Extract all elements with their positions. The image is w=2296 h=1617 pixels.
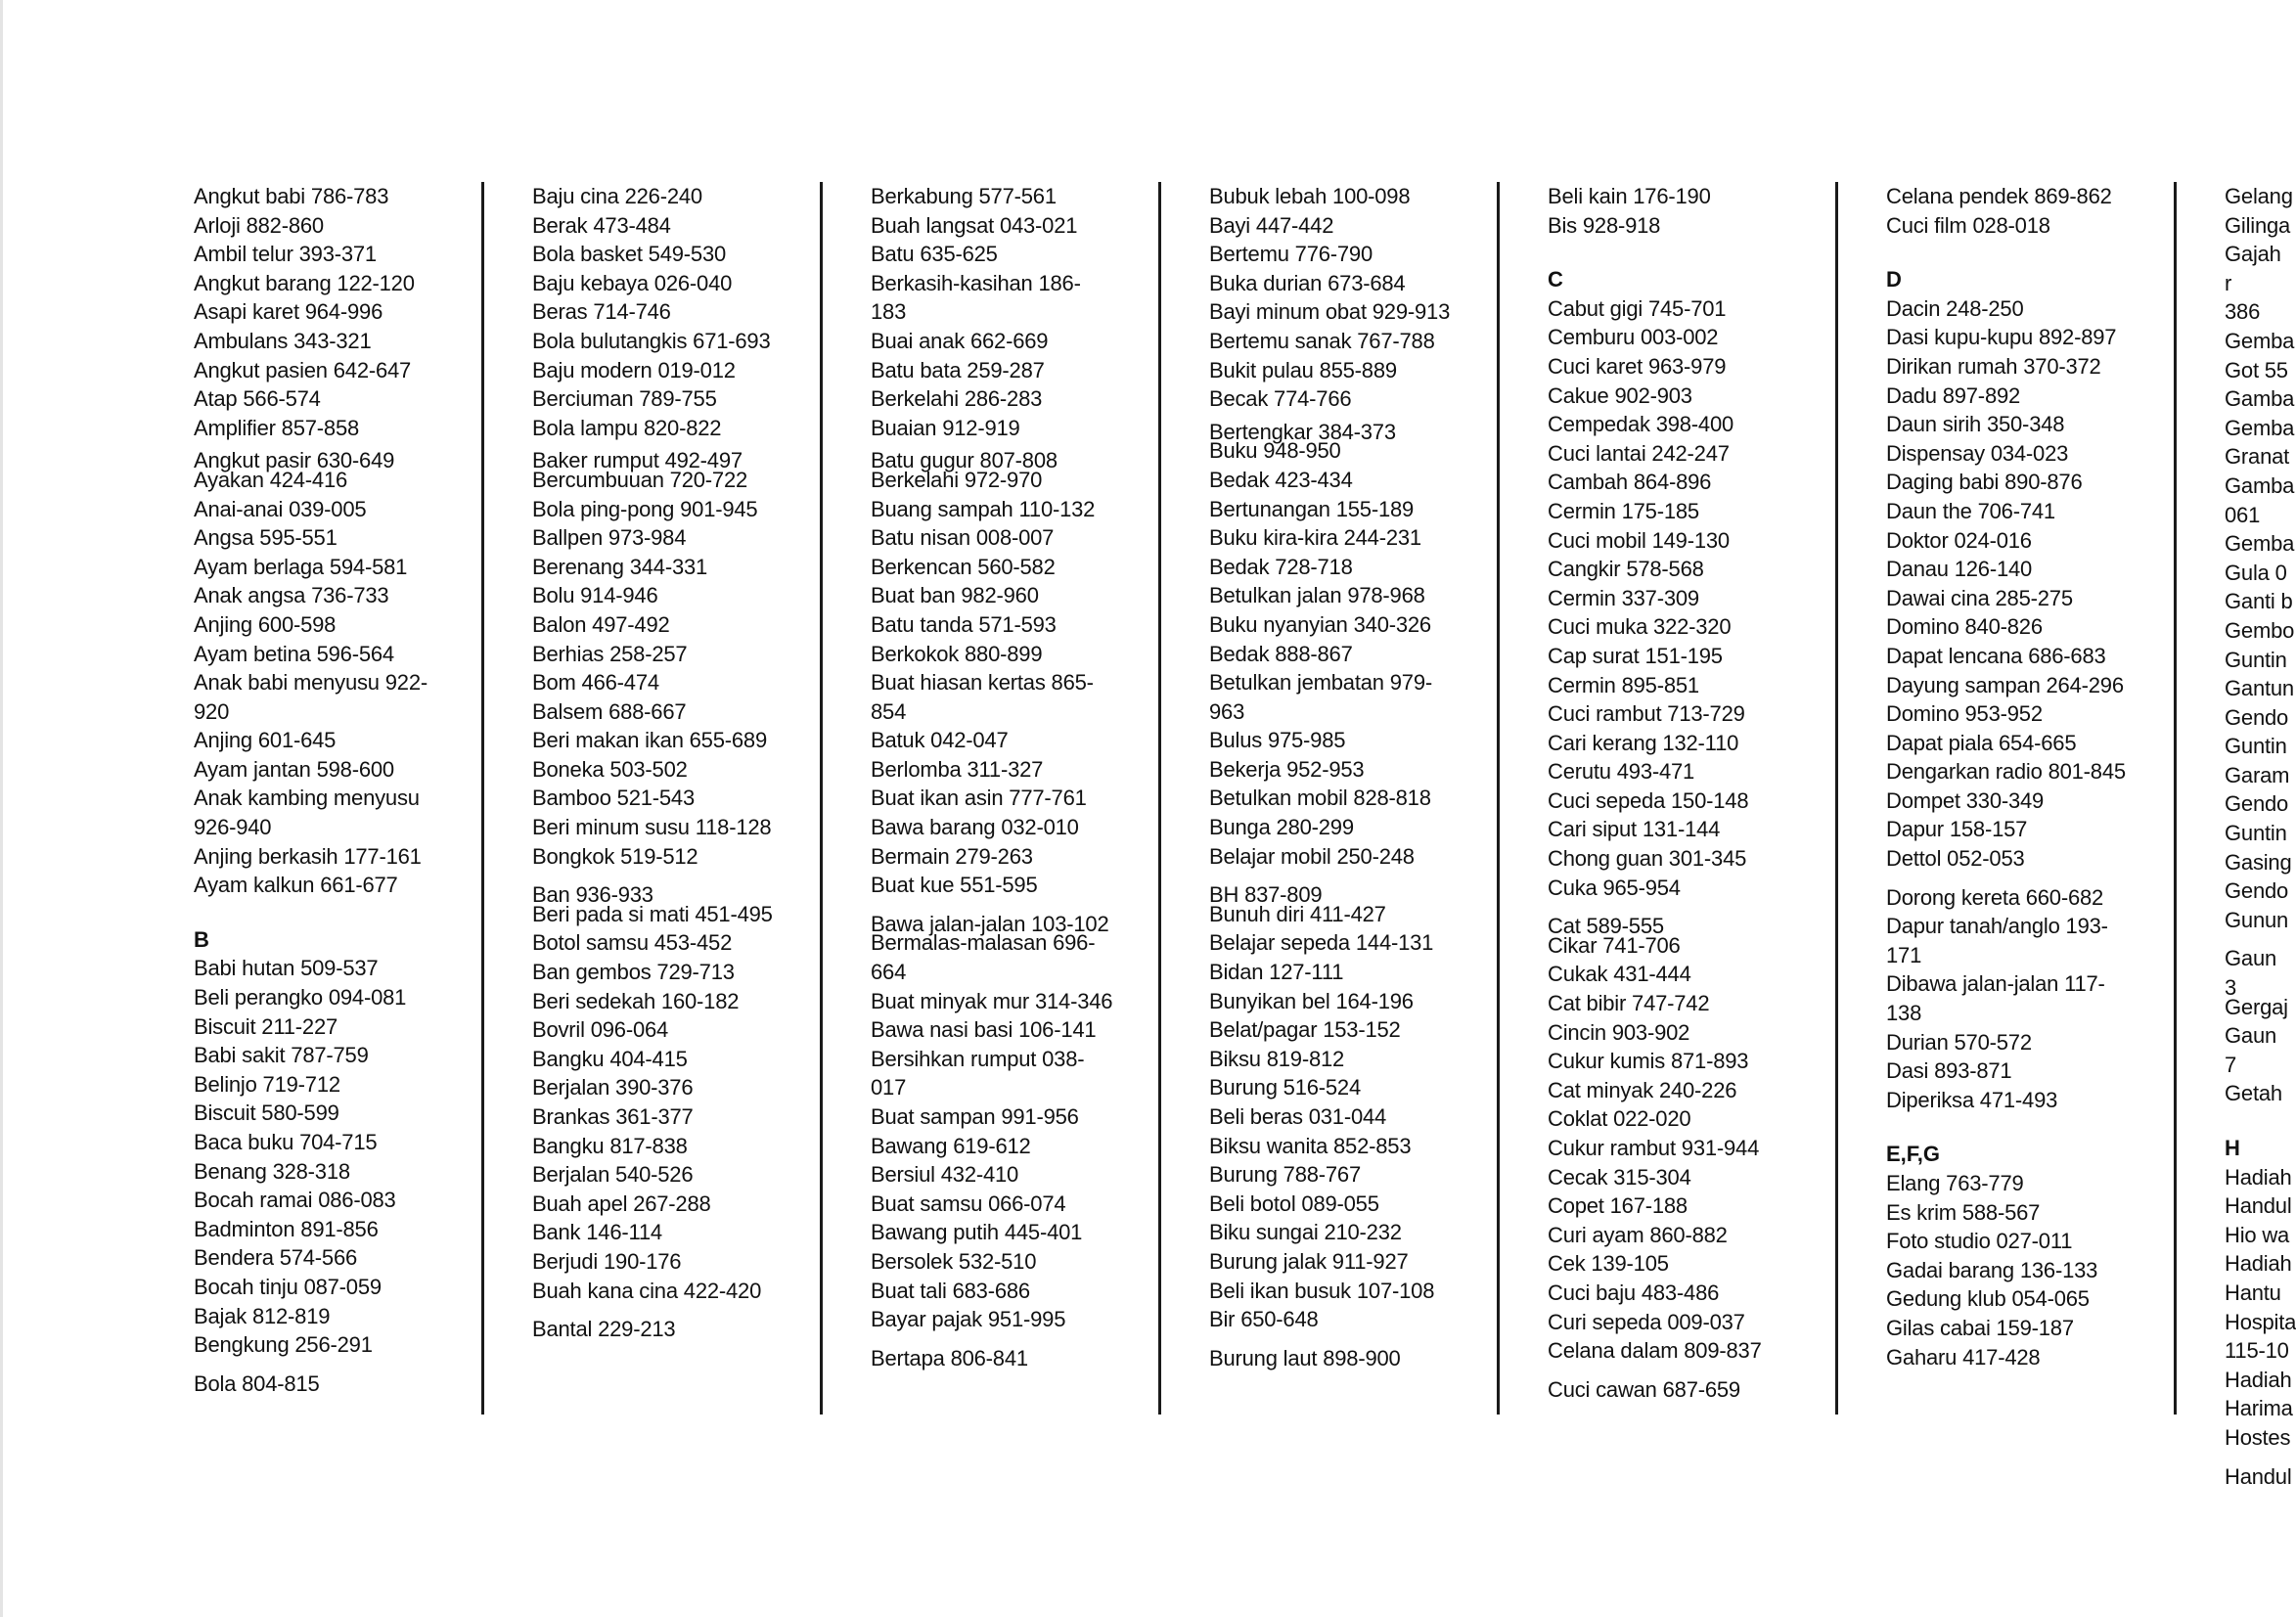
index-entry: Anak kambing menyusu 926-940 [194,786,420,840]
index-entry: Cat minyak 240-226 [1548,1077,1737,1102]
index-column-2 [532,182,777,1415]
index-entry: Gemba [2225,531,2295,557]
index-entry: Guntin [2225,821,2287,846]
index-entry: Ayam berlaga 594-581 [194,554,408,579]
index-entry: Daun sirih 350-348 [1886,412,2065,437]
index-entry: Atap 566-574 [194,386,321,412]
index-entry: Gadai barang 136-133 [1886,1257,2098,1282]
index-entry: Gula 0 [2225,560,2287,585]
index-entry: Dapat piala 654-665 [1886,730,2077,755]
index-entry: Angkut babi 786-783 [194,184,389,208]
index-entry: Cuci karet 963-979 [1548,353,1727,379]
index-entry: Cabut gigi 745-701 [1548,295,1727,321]
index-entry: Babi sakit 787-759 [194,1043,369,1068]
index-entry: Berlomba 311-327 [871,756,1044,782]
index-entry: Angkut pasien 642-647 [194,357,412,382]
column-divider [481,182,484,1415]
index-entry: 386 [2225,299,2261,325]
index-entry: Buka durian 673-684 [1209,270,1406,295]
index-entry: Cuci lantai 242-247 [1548,440,1730,466]
index-entry: Bersihkan rumput 038-017 [871,1046,1085,1100]
section-letter-heading: B [194,926,209,952]
index-entry: Granat [2225,444,2290,470]
index-entry: Berkasih-kasihan 186-183 [871,270,1081,325]
index-entry: Cari siput 131-144 [1548,817,1721,842]
index-entry: Babi hutan 509-537 [194,956,379,981]
index-entry: Bola lampu 820-822 [532,415,722,440]
column-divider [820,182,823,1415]
index-entry: Beri makan ikan 655-689 [532,728,767,753]
index-entry: Bis 928-918 [1548,212,1661,238]
index-entry: Buat sampan 991-956 [871,1104,1079,1129]
index-entry: Cangkir 578-568 [1548,557,1704,582]
index-entry: 115-10 [2225,1338,2289,1364]
index-entry: Beli perangko 094-081 [194,985,407,1011]
index-entry: 061 [2225,502,2261,527]
index-entry: Elang 763-779 [1886,1171,2024,1195]
index-entry: Handul [2225,1463,2292,1489]
index-entry: Beli kain 176-190 [1548,184,1711,208]
index-entry: Botol samsu 453-452 [532,930,733,956]
index-entry: Betulkan jembatan 979-963 [1209,670,1432,724]
index-entry: Berjudi 190-176 [532,1248,682,1274]
index-entry: Bolu 914-946 [532,583,658,608]
index-entry: Bola basket 549-530 [532,242,727,267]
index-entry: Anjing 600-598 [194,611,337,637]
index-entry: Beras 714-746 [532,299,671,325]
index-entry: Harima [2225,1396,2293,1421]
index-entry: Dasi 893-871 [1886,1058,2012,1084]
index-entry: Buat hiasan kertas 865-854 [871,670,1094,724]
index-entry: Anjing 601-645 [194,728,337,753]
index-entry: Betulkan jalan 978-968 [1209,583,1425,608]
column-divider [1497,182,1500,1415]
index-entry: Biscuit 211-227 [194,1013,338,1039]
index-entry: Gelang [2225,184,2293,208]
index-entry: Bawang 619-612 [871,1133,1031,1158]
index-entry: Curi sepeda 009-037 [1548,1309,1745,1334]
index-entry: Buat minyak mur 314-346 [871,988,1113,1013]
index-entry: Cuci cawan 687-659 [1548,1376,1740,1402]
index-entry: Bertengkar 384-373 [1209,419,1396,444]
index-entry: Beli ikan busuk 107-108 [1209,1278,1435,1303]
index-entry: Gendo [2225,878,2289,904]
index-entry: Asapi karet 964-996 [194,299,383,325]
index-entry: Buang sampah 110-132 [871,496,1096,521]
index-entry: Berkelahi 972-970 [871,467,1043,492]
index-entry: Danau 126-140 [1886,557,2033,582]
index-entry: Gilas cabai 159-187 [1886,1315,2074,1340]
index-entry: Hantu [2225,1280,2281,1305]
section-letter-heading: E,F,G [1886,1142,1941,1167]
index-entry: Ambil telur 393-371 [194,242,377,267]
index-entry: Baju modern 019-012 [532,357,736,382]
index-entry: Cuci muka 322-320 [1548,614,1732,640]
index-entry: Cap surat 151-195 [1548,643,1723,668]
index-entry: Anak babi menyusu 922-920 [194,670,428,724]
index-entry: Cuci baju 483-486 [1548,1280,1720,1305]
index-entry: Getah [2225,1081,2282,1106]
index-entry: Gamba [2225,472,2295,498]
index-entry: Bertunangan 155-189 [1209,496,1415,521]
index-entry: Got 55 [2225,357,2288,382]
section-letter-heading: C [1548,267,1563,292]
index-entry: Beri pada si mati 451-495 [532,901,773,926]
index-entry: Durian 570-572 [1886,1029,2032,1055]
index-entry: Daun the 706-741 [1886,498,2055,523]
index-entry: Gaun 3 [2225,946,2277,1001]
index-entry: Cikar 741-706 [1548,932,1681,958]
index-entry: Buat ikan asin 777-761 [871,786,1087,811]
index-entry: Hadiah [2225,1164,2292,1190]
index-entry: Batu nisan 008-007 [871,525,1055,551]
index-entry: Bawa nasi basi 106-141 [871,1017,1097,1043]
index-entry: Bedak 728-718 [1209,554,1353,579]
index-entry: Dispensay 034-023 [1886,440,2069,466]
index-entry: Burung jalak 911-927 [1209,1248,1409,1274]
index-entry: Burung laut 898-900 [1209,1345,1401,1370]
index-entry: Cerutu 493-471 [1548,759,1695,785]
index-column-6 [1886,182,2131,1415]
index-entry: Domino 840-826 [1886,614,2043,640]
index-entry: Batu tanda 571-593 [871,611,1057,637]
index-entry: Dapur 158-157 [1886,817,2028,842]
index-entry: Bangku 817-838 [532,1133,688,1158]
index-entry: Berciuman 789-755 [532,386,717,412]
index-entry: Bawa jalan-jalan 103-102 [871,911,1109,936]
index-column-7-cut [2225,182,2296,1489]
index-entry: Balsem 688-667 [532,698,687,724]
index-entry: Bir 650-648 [1209,1307,1319,1332]
index-entry: Gergaj [2225,994,2288,1019]
index-entry: Bendera 574-566 [194,1245,358,1271]
index-entry: Dasi kupu-kupu 892-897 [1886,325,2117,350]
index-entry: Dapat lencana 686-683 [1886,643,2106,668]
index-entry: Bawa barang 032-010 [871,815,1079,840]
index-entry: Bajak 812-819 [194,1303,331,1328]
index-entry: Cakue 902-903 [1548,382,1692,408]
index-entry: Gembo [2225,617,2295,643]
index-entry: Bunga 280-299 [1209,815,1354,840]
index-entry: Domino 953-952 [1886,701,2043,727]
index-entry: Bertemu 776-790 [1209,242,1373,267]
index-entry: Cukak 431-444 [1548,962,1691,987]
index-entry: Gasing [2225,849,2292,875]
index-column-4 [1209,182,1454,1415]
index-entry: Cuci rambut 713-729 [1548,701,1745,727]
index-entry: Anak angsa 736-733 [194,583,389,608]
index-entry: Cincin 903-902 [1548,1019,1690,1045]
column-divider [1158,182,1161,1415]
index-entry: Cukur kumis 871-893 [1548,1049,1749,1074]
index-column-1 [194,182,438,1415]
index-entry: Bongkok 519-512 [532,843,698,869]
index-entry: Dapur tanah/anglo 193-171 [1886,914,2108,967]
index-entry: Bertapa 806-841 [871,1345,1028,1370]
index-entry: Bom 466-474 [532,670,659,696]
index-entry: Brankas 361-377 [532,1104,694,1129]
index-entry: Cuci film 028-018 [1886,212,2050,238]
index-entry: Bola ping-pong 901-945 [532,496,758,521]
index-entry: Berenang 344-331 [532,554,708,579]
index-entry: Buku nyanyian 340-326 [1209,611,1431,637]
index-entry: Gantun [2225,676,2294,701]
index-entry: Dompet 330-349 [1886,787,2045,813]
index-entry: Bersiul 432-410 [871,1162,1019,1188]
index-entry: Berak 473-484 [532,212,671,238]
index-entry: Gaun 7 [2225,1023,2277,1077]
index-entry: Cuci mobil 149-130 [1548,527,1730,553]
index-entry: Buat samsu 066-074 [871,1190,1066,1216]
index-entry: Bocah tinju 087-059 [194,1274,382,1299]
index-entry: Burung 788-767 [1209,1162,1361,1188]
index-entry: Badminton 891-856 [194,1216,379,1241]
index-entry: Belinjo 719-712 [194,1071,340,1097]
index-entry: Ayam jantan 598-600 [194,756,394,782]
index-entry: Berkokok 880-899 [871,641,1043,666]
index-entry: Bank 146-114 [532,1220,662,1245]
index-entry: Bovril 096-064 [532,1017,669,1043]
index-entry: Cek 139-105 [1548,1251,1669,1277]
index-entry: Beri minum susu 118-128 [532,815,772,840]
index-entry: Angkut pasir 630-649 [194,448,395,473]
index-entry: Dibawa jalan-jalan 117-138 [1886,971,2105,1026]
index-entry: Cecak 315-304 [1548,1164,1691,1190]
index-entry: Cuci sepeda 150-148 [1548,787,1749,813]
index-entry: Buku kira-kira 244-231 [1209,525,1421,551]
index-entry: Gendo [2225,791,2289,817]
index-entry: Bayi minum obat 929-913 [1209,299,1451,325]
index-column-3 [871,182,1115,1415]
index-entry: Ambulans 343-321 [194,328,372,353]
index-entry: Bekerja 952-953 [1209,756,1365,782]
index-entry: Cat bibir 747-742 [1548,991,1710,1016]
index-entry: Buat tali 683-686 [871,1278,1030,1303]
index-entry: Bulus 975-985 [1209,728,1346,753]
index-entry: Biksu 819-812 [1209,1046,1345,1071]
index-entry: Beli beras 031-044 [1209,1104,1387,1129]
index-entry: Buai anak 662-669 [871,328,1049,353]
index-entry: Hio wa [2225,1222,2290,1247]
index-entry: Ban gembos 729-713 [532,960,735,985]
index-entry: Buku 948-950 [1209,438,1341,464]
index-entry: Bercumbuuan 720-722 [532,467,748,492]
index-entry: Handul [2225,1193,2292,1219]
index-entry: Cat 589-555 [1548,914,1664,939]
index-entry: Dirikan rumah 370-372 [1886,353,2101,379]
index-entry: Cari kerang 132-110 [1548,730,1739,755]
index-entry: Belajar mobil 250-248 [1209,843,1415,869]
index-entry: Berjalan 390-376 [532,1075,694,1100]
index-entry: Guntin [2225,734,2287,759]
index-entry: Baju cina 226-240 [532,184,702,208]
index-entry: Ayam betina 596-564 [194,641,394,666]
index-entry: Bengkung 256-291 [194,1332,373,1358]
index-entry: Bayar pajak 951-995 [871,1307,1066,1332]
index-entry: Baca buku 704-715 [194,1130,378,1154]
index-entry: Es krim 588-567 [1886,1199,2041,1225]
index-entry: Bocah ramai 086-083 [194,1188,396,1213]
index-entry: Bedak 888-867 [1209,641,1353,666]
index-entry: Cambah 864-896 [1548,470,1712,495]
index-entry: Bidan 127-111 [1209,960,1344,985]
index-entry: Bubuk lebah 100-098 [1209,184,1411,208]
index-entry: Gajah r [2225,242,2281,295]
index-entry: Gaharu 417-428 [1886,1344,2041,1370]
index-entry: Baker rumput 492-497 [532,448,743,473]
index-entry: Amplifier 857-858 [194,415,360,440]
index-entry: Cermin 175-185 [1548,498,1699,523]
index-entry: Gendo [2225,704,2289,730]
index-entry: Angkut barang 122-120 [194,270,415,295]
index-entry: Copet 167-188 [1548,1193,1688,1219]
index-entry: Anjing berkasih 177-161 [194,843,422,869]
index-entry: Batuk 042-047 [871,728,1009,753]
index-entry: Bola bulutangkis 671-693 [532,328,771,353]
index-entry: Gamba [2225,386,2295,412]
index-entry: Bayi 447-442 [1209,212,1334,238]
index-entry: Dorong kereta 660-682 [1886,884,2104,910]
index-entry: Hospita [2225,1309,2296,1334]
index-entry: Foto studio 027-011 [1886,1229,2073,1254]
index-entry: Bawang putih 445-401 [871,1220,1083,1245]
index-entry: Gedung klub 054-065 [1886,1286,2090,1312]
index-entry: Bunyikan bel 164-196 [1209,988,1414,1013]
index-entry: Batu bata 259-287 [871,357,1045,382]
index-entry: Hadiah [2225,1367,2292,1392]
index-entry: Celana dalam 809-837 [1548,1338,1762,1364]
index-entry: Gemba [2225,328,2295,353]
index-entry: Baju kebaya 026-040 [532,270,733,295]
index-entry: Berkabung 577-561 [871,184,1057,208]
index-entry: BH 837-809 [1209,882,1323,908]
index-entry: Berjalan 540-526 [532,1162,694,1188]
index-entry: Buah kana cina 422-420 [532,1278,762,1303]
index-entry: Balon 497-492 [532,611,670,637]
index-entry: Bertemu sanak 767-788 [1209,328,1435,353]
index-entry: Dacin 248-250 [1886,295,2024,321]
index-entry: Buah apel 267-288 [532,1190,711,1216]
index-entry: Bermain 279-263 [871,843,1033,869]
index-entry: Belajar sepeda 144-131 [1209,930,1434,956]
index-entry: Dengarkan radio 801-845 [1886,759,2126,785]
index-entry: Hadiah [2225,1251,2292,1277]
index-entry: Berhias 258-257 [532,641,688,666]
index-entry: Bantal 229-213 [532,1317,676,1342]
index-entry: Berkencan 560-582 [871,554,1056,579]
index-entry: Buaian 912-919 [871,415,1020,440]
index-entry: Biku sungai 210-232 [1209,1220,1402,1245]
section-letter-heading: D [1886,267,1902,292]
column-divider [2174,182,2177,1415]
index-entry: Betulkan mobil 828-818 [1209,786,1431,811]
index-entry: Bermalas-malasan 696-664 [871,930,1096,985]
index-entry: Bunuh diri 411-427 [1209,901,1386,926]
index-entry: Bedak 423-434 [1209,467,1353,492]
index-entry: Bersolek 532-510 [871,1248,1037,1274]
index-entry: Curi ayam 860-882 [1548,1222,1728,1247]
index-entry: Gemba [2225,415,2295,440]
index-entry: Ban 936-933 [532,882,653,908]
index-entry: Burung 516-524 [1209,1075,1361,1100]
index-entry: Beri sedekah 160-182 [532,988,740,1013]
index-entry: Daging babi 890-876 [1886,470,2083,495]
index-entry: Boneka 503-502 [532,756,688,782]
index-entry: Ayakan 424-416 [194,467,348,492]
index-entry: Bamboo 521-543 [532,786,695,811]
index-entry: Biksu wanita 852-853 [1209,1133,1412,1158]
index-entry: Cermin 337-309 [1548,585,1699,610]
index-entry: Cuka 965-954 [1548,875,1681,900]
index-entry: Coklat 022-020 [1548,1106,1691,1132]
index-entry: Berkelahi 286-283 [871,386,1043,412]
index-entry: Ballpen 973-984 [532,525,687,551]
index-entry: Batu 635-625 [871,242,998,267]
index-entry: Belat/pagar 153-152 [1209,1017,1401,1043]
index-entry: Bukit pulau 855-889 [1209,357,1397,382]
index-entry: Batu gugur 807-808 [871,448,1058,473]
index-entry: Chong guan 301-345 [1548,846,1747,872]
index-entry: Ganti b [2225,589,2293,614]
page-left-edge [0,0,3,1617]
index-entry: Hostes [2225,1424,2291,1450]
index-entry: Angsa 595-551 [194,525,338,551]
index-entry: Gunun [2225,907,2289,932]
index-entry: Dadu 897-892 [1886,382,2021,408]
index-entry: Dawai cina 285-275 [1886,585,2073,610]
index-entry: Beli botol 089-055 [1209,1190,1379,1216]
index-column-5 [1548,182,1792,1415]
index-entry: Cemburu 003-002 [1548,325,1719,350]
index-entry: Dayung sampan 264-296 [1886,672,2124,697]
index-entry: Cempedak 398-400 [1548,412,1734,437]
index-entry: Bola 804-815 [194,1370,320,1396]
column-divider [1835,182,1838,1415]
index-entry: Diperiksa 471-493 [1886,1087,2058,1112]
index-entry: Doktor 024-016 [1886,527,2032,553]
index-entry: Gilinga [2225,212,2291,238]
index-entry: Anai-anai 039-005 [194,496,367,521]
index-entry: Cermin 895-851 [1548,672,1699,697]
index-entry: Becak 774-766 [1209,386,1352,412]
index-entry: Buat ban 982-960 [871,583,1039,608]
index-entry: Buat kue 551-595 [871,873,1038,898]
index-entry: Arloji 882-860 [194,212,324,238]
index-entry: Ayam kalkun 661-677 [194,873,398,898]
index-entry: Dettol 052-053 [1886,846,2025,872]
section-letter-heading: H [2225,1136,2240,1160]
index-entry: Celana pendek 869-862 [1886,184,2112,208]
index-entry: Buah langsat 043-021 [871,212,1078,238]
index-entry: Cukur rambut 931-944 [1548,1136,1760,1160]
index-entry: Garam [2225,762,2290,787]
index-entry: Bangku 404-415 [532,1046,688,1071]
index-entry: Biscuit 580-599 [194,1100,339,1126]
index-entry: Benang 328-318 [194,1158,350,1184]
index-entry: Guntin [2225,647,2287,672]
